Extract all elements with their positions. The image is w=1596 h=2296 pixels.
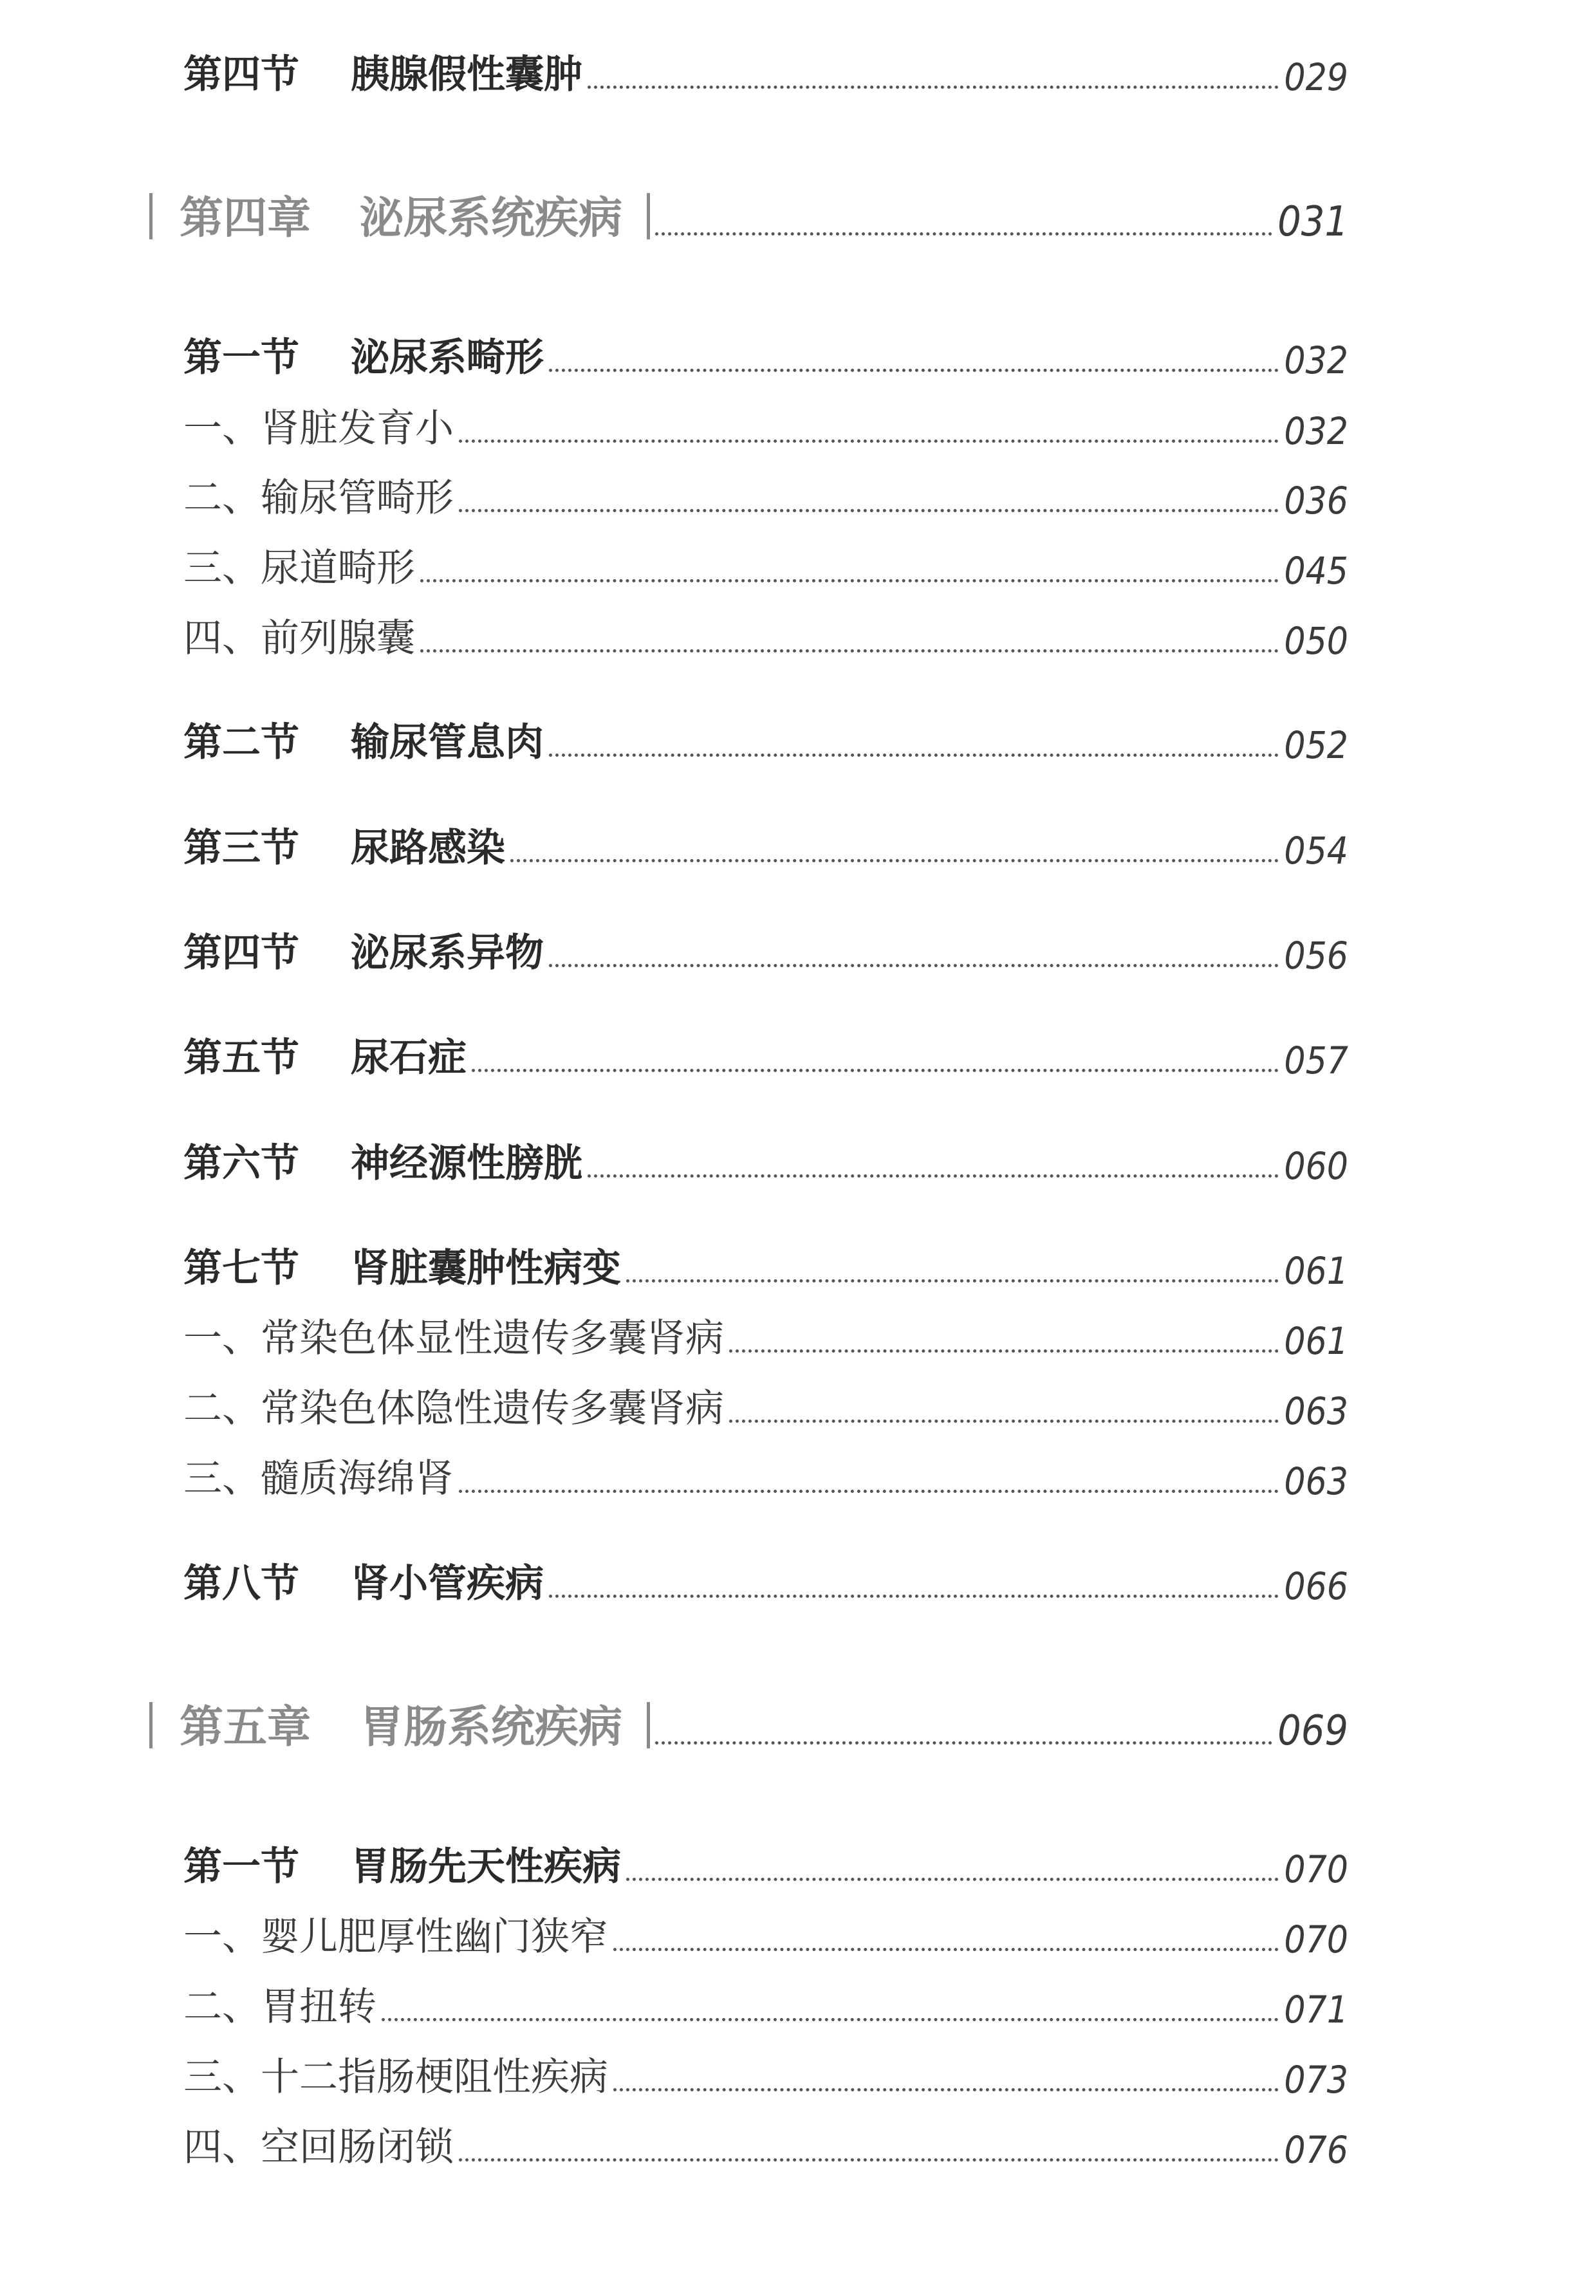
dot-leader [613, 2088, 1279, 2091]
section-title: 神经源性膀胱 [351, 1141, 582, 1186]
section-number: 第二节 [183, 720, 299, 765]
section-number: 第五节 [183, 1035, 299, 1080]
section-heading [183, 1553, 544, 1608]
section-heading [183, 44, 582, 99]
toc-item-row[interactable] [183, 2046, 1348, 2102]
dot-leader [729, 1420, 1279, 1423]
dot-leader [655, 232, 1272, 236]
section-number: 第六节 [183, 1141, 299, 1186]
section-number: 第四节 [183, 52, 299, 97]
page-number: 076 [1284, 2128, 1348, 2172]
toc-item-row[interactable] [183, 537, 1348, 593]
page-number: 050 [1284, 619, 1348, 663]
toc-section-row[interactable] [183, 1553, 1348, 1608]
page-number: 073 [1284, 2058, 1348, 2102]
dot-leader [549, 369, 1279, 372]
dot-leader [626, 1878, 1279, 1881]
chapter-number: 第四章 [180, 193, 311, 244]
toc-section-row[interactable] [183, 1836, 1348, 1891]
section-title: 泌尿系异物 [351, 930, 544, 976]
page-number: 032 [1284, 338, 1348, 382]
item-title: 三、髓质海绵肾 [183, 1456, 454, 1501]
toc-chapter-row[interactable] [149, 1692, 1348, 1755]
toc-section-row[interactable] [183, 44, 1348, 99]
toc-section-row[interactable] [183, 1237, 1348, 1293]
dot-leader [549, 964, 1279, 967]
dot-leader [549, 754, 1279, 757]
section-title: 胃肠先天性疾病 [351, 1844, 621, 1889]
toc-section-row[interactable] [183, 922, 1348, 977]
section-heading [183, 1133, 582, 1188]
page-number: 063 [1284, 1389, 1348, 1433]
page-number: 057 [1284, 1039, 1348, 1082]
page-number: 032 [1284, 409, 1348, 453]
dot-leader [420, 649, 1279, 653]
section-title: 胰腺假性囊肿 [351, 52, 582, 97]
dot-leader [459, 509, 1279, 512]
page-number: 060 [1284, 1144, 1348, 1188]
page-number: 070 [1284, 1918, 1348, 1961]
chapter-number: 第五章 [180, 1702, 311, 1753]
dot-leader [459, 1490, 1279, 1493]
page-number: 070 [1284, 1847, 1348, 1891]
section-number: 第七节 [183, 1246, 299, 1291]
item-title: 一、肾脏发育小 [183, 406, 454, 451]
toc-item-row[interactable] [183, 607, 1348, 663]
page-number: 061 [1284, 1319, 1348, 1363]
chapter-bar-right [647, 1702, 650, 1748]
toc-section-row[interactable] [183, 327, 1348, 382]
toc-section-row[interactable] [183, 817, 1348, 873]
chapter-heading [149, 1692, 650, 1755]
item-title: 四、空回肠闭锁 [183, 2125, 454, 2170]
toc-section-row[interactable] [183, 712, 1348, 767]
page-number: 029 [1284, 55, 1348, 99]
page-number: 036 [1284, 479, 1348, 523]
toc-item-row[interactable] [183, 1906, 1348, 1961]
dot-leader [510, 859, 1279, 862]
dot-leader [588, 86, 1279, 89]
page-number: 052 [1284, 723, 1348, 767]
toc-item-row[interactable] [183, 467, 1348, 523]
toc-item-row[interactable] [183, 398, 1348, 453]
dot-leader [613, 1948, 1279, 1951]
dot-leader [420, 579, 1279, 582]
item-title: 一、常染色体显性遗传多囊肾病 [183, 1316, 724, 1361]
chapter-bar-right [647, 193, 650, 239]
dot-leader [729, 1349, 1279, 1353]
dot-leader [626, 1279, 1279, 1282]
section-heading [183, 327, 544, 382]
item-title: 二、输尿管畸形 [183, 476, 454, 521]
section-title: 泌尿系畸形 [351, 335, 544, 380]
toc-chapter-row[interactable] [149, 183, 1348, 246]
section-title: 肾脏囊肿性病变 [351, 1246, 621, 1291]
page-number: 069 [1277, 1707, 1348, 1755]
section-number: 第一节 [183, 335, 299, 380]
chapter-bar-left [149, 1702, 153, 1748]
dot-leader [549, 1595, 1279, 1598]
section-number: 第四节 [183, 930, 299, 976]
section-title: 尿石症 [351, 1035, 467, 1080]
section-heading [183, 1836, 621, 1891]
dot-leader [588, 1174, 1279, 1178]
item-title: 三、尿道畸形 [183, 546, 415, 591]
section-heading [183, 817, 505, 873]
section-heading [183, 922, 544, 977]
toc-item-row[interactable] [183, 1448, 1348, 1503]
item-title: 一、婴儿肥厚性幽门狭窄 [183, 1914, 608, 1959]
section-number: 第三节 [183, 826, 299, 871]
page-number: 054 [1284, 829, 1348, 873]
page-number: 056 [1284, 934, 1348, 977]
chapter-title: 泌尿系统疾病 [360, 193, 623, 244]
toc-item-row[interactable] [183, 2116, 1348, 2172]
page-number: 031 [1277, 198, 1348, 246]
item-title: 二、胃扭转 [183, 1985, 376, 2030]
section-title: 肾小管疾病 [351, 1561, 544, 1606]
chapter-heading [149, 183, 650, 246]
toc-item-row[interactable] [183, 1308, 1348, 1363]
item-title: 四、前列腺囊 [183, 616, 415, 661]
dot-leader [382, 2018, 1279, 2021]
page-number: 061 [1284, 1249, 1348, 1293]
page-number: 063 [1284, 1459, 1348, 1503]
page-number: 071 [1284, 1988, 1348, 2032]
item-title: 二、常染色体隐性遗传多囊肾病 [183, 1386, 724, 1431]
toc-item-row[interactable] [183, 1378, 1348, 1433]
dot-leader [459, 440, 1279, 443]
section-heading [183, 712, 544, 767]
chapter-title: 胃肠系统疾病 [360, 1702, 623, 1753]
dot-leader [459, 2158, 1279, 2162]
dot-leader [655, 1741, 1272, 1745]
section-number: 第一节 [183, 1844, 299, 1889]
section-title: 尿路感染 [351, 826, 505, 871]
section-heading [183, 1027, 467, 1082]
section-heading [183, 1237, 621, 1293]
page-number: 066 [1284, 1564, 1348, 1608]
section-number: 第八节 [183, 1561, 299, 1606]
toc-section-row[interactable] [183, 1133, 1348, 1188]
dot-leader [472, 1069, 1279, 1072]
item-title: 三、十二指肠梗阻性疾病 [183, 2055, 608, 2100]
toc-section-row[interactable] [183, 1027, 1348, 1082]
chapter-bar-left [149, 193, 153, 239]
page-number: 045 [1284, 549, 1348, 593]
section-title: 输尿管息肉 [351, 720, 544, 765]
toc-item-row[interactable] [183, 1976, 1348, 2032]
